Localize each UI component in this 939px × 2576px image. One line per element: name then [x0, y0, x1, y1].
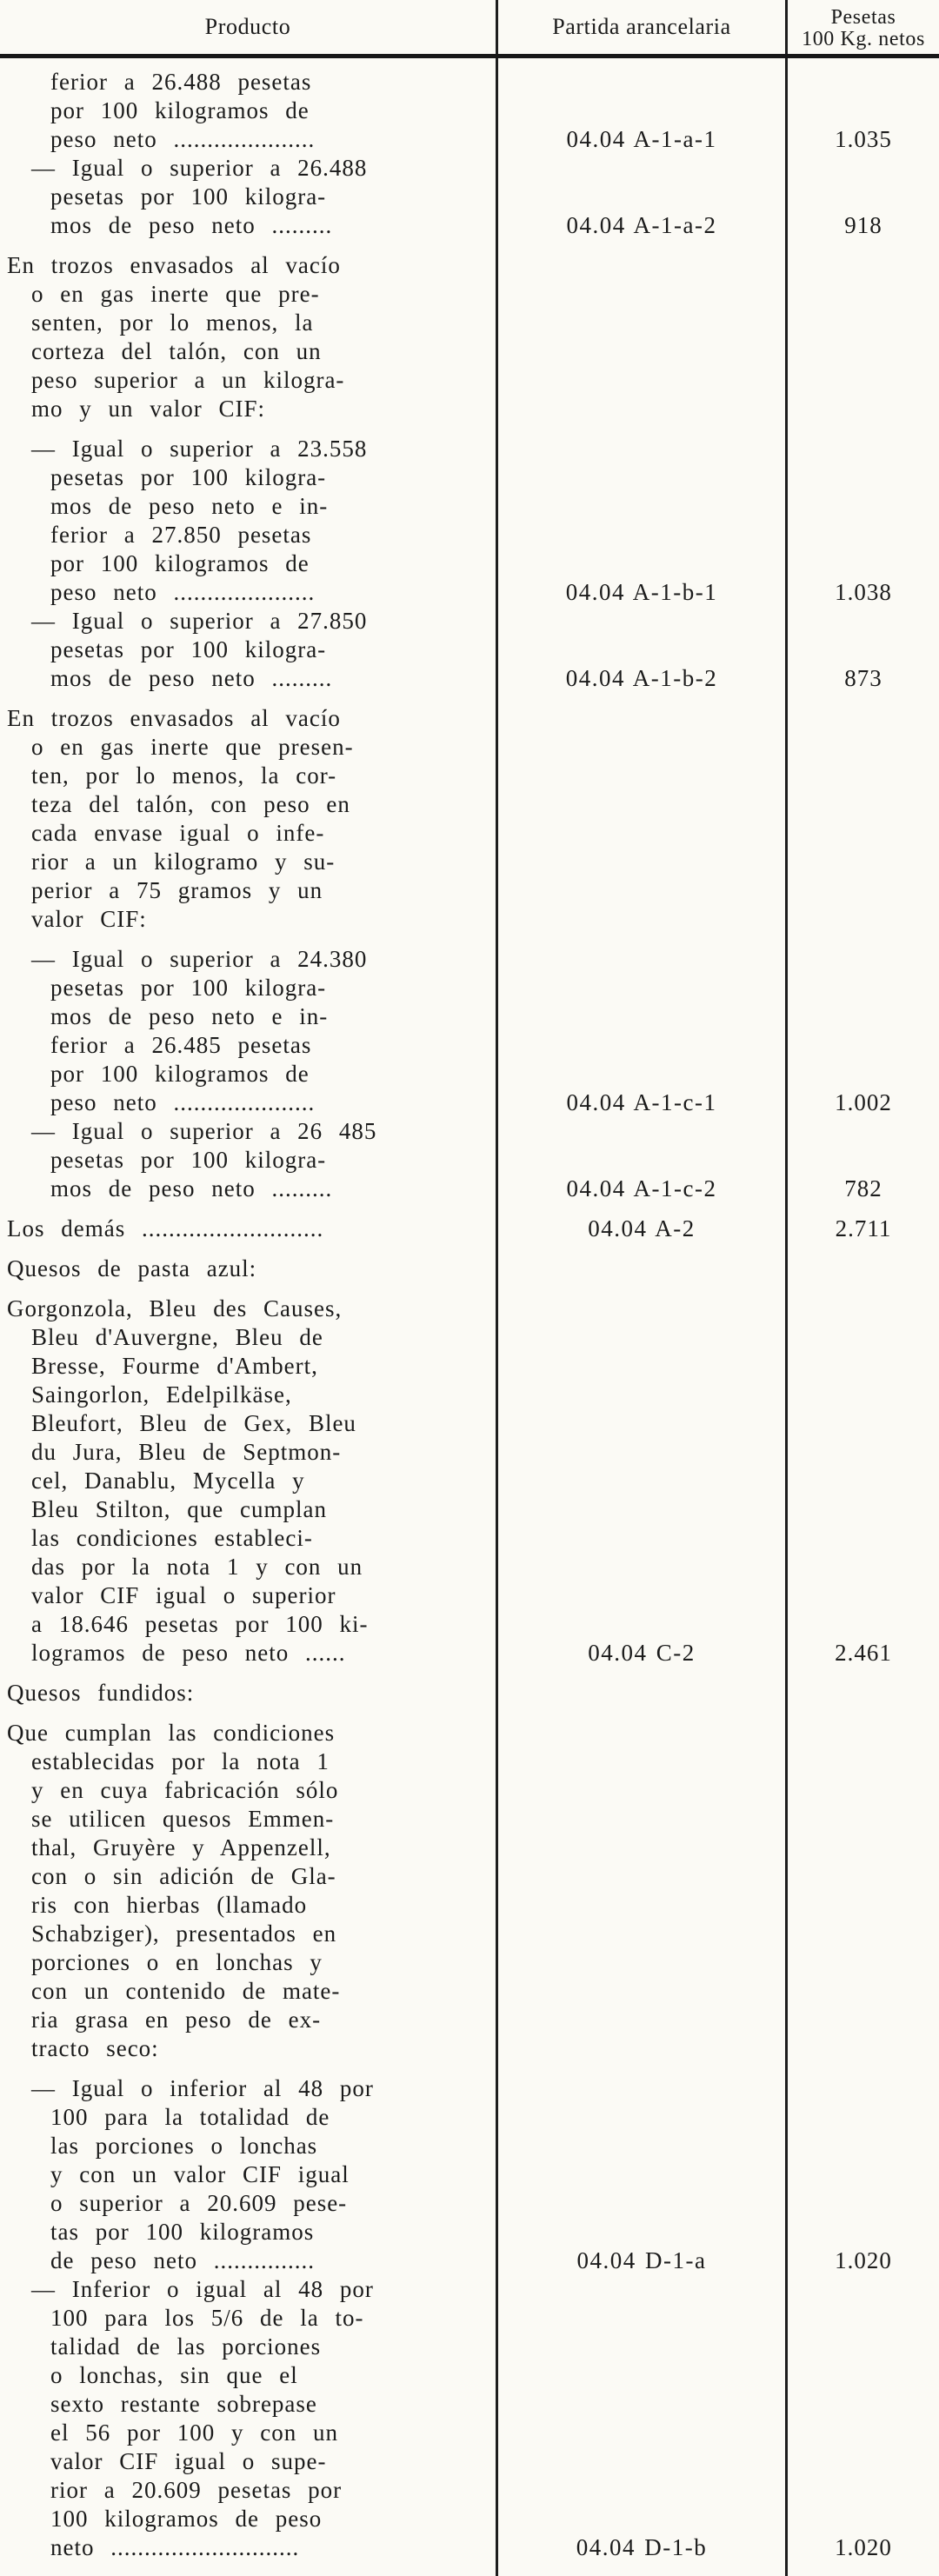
product-text: senten, por lo menos, la — [31, 310, 314, 336]
product-block — [0, 1295, 939, 1667]
product-text: — Igual o superior a 24.380 — [31, 946, 368, 972]
table-line — [0, 337, 939, 366]
table-line — [0, 1088, 939, 1117]
product-text: Gorgonzola, Bleu des Causes, — [7, 1295, 343, 1321]
table-line — [0, 2533, 939, 2562]
table-line — [0, 733, 939, 762]
product-text: se utilicen quesos Emmen- — [31, 1806, 335, 1832]
product-text: peso superior a un kilogra- — [31, 367, 345, 393]
product-text: Bresse, Fourme d'Ambert, — [31, 1353, 318, 1379]
partida-arancelaria-value: 04.04 A-1-a-2 — [566, 212, 717, 238]
table-line — [0, 704, 939, 733]
table-line — [0, 251, 939, 280]
table-line — [0, 1805, 939, 1834]
table-line — [0, 2447, 939, 2476]
product-block — [0, 2074, 939, 2562]
product-text: Que cumplan las condiciones — [7, 1720, 336, 1746]
table-line — [0, 1031, 939, 1060]
table-line — [0, 395, 939, 423]
product-text: con un contenido de mate- — [31, 1978, 341, 2004]
product-text: En trozos envasados al vacío — [7, 705, 341, 731]
product-text: a 18.646 pesetas por 100 ki- — [31, 1611, 369, 1637]
table-line — [0, 578, 939, 607]
product-text: talidad de las porciones — [50, 2333, 322, 2360]
table-line — [0, 2034, 939, 2063]
table-line — [0, 945, 939, 974]
table-line — [0, 2419, 939, 2447]
header-pesetas-line2: 100 Kg. netos — [802, 28, 925, 50]
product-text: cel, Danablu, Mycella y — [31, 1468, 305, 1494]
header-partida-arancelaria: Partida arancelaria — [552, 14, 731, 39]
pesetas-value: 1.002 — [835, 1089, 892, 1115]
pesetas-value: 2.711 — [835, 1215, 892, 1241]
header-producto: Producto — [204, 14, 291, 39]
product-text: Saingorlon, Edelpilkäse, — [31, 1381, 292, 1408]
table-line — [0, 1948, 939, 1977]
product-text: pesetas por 100 kilogra- — [50, 183, 327, 210]
product-text: valor CIF: — [31, 906, 147, 932]
table-line — [0, 2304, 939, 2333]
product-text: cada envase igual o infe- — [31, 820, 325, 846]
product-text: por 100 kilogramos de — [50, 1061, 310, 1087]
table-line — [0, 183, 939, 211]
table-line — [0, 1175, 939, 1203]
product-text: thal, Gruyère y Appenzell, — [31, 1834, 331, 1860]
product-block — [0, 251, 939, 423]
product-text: pesetas por 100 kilogra- — [50, 1147, 327, 1173]
table-line — [0, 1495, 939, 1524]
table-line — [0, 366, 939, 395]
table-line — [0, 1295, 939, 1323]
product-text: Quesos de pasta azul: — [7, 1255, 257, 1281]
pesetas-value: 1.020 — [835, 2247, 892, 2273]
table-line — [0, 1977, 939, 2006]
pesetas-value: 918 — [844, 212, 882, 238]
table-line — [0, 1323, 939, 1352]
product-text: — Inferior o igual al 48 por — [31, 2276, 374, 2302]
product-text: — Igual o superior a 23.558 — [31, 436, 368, 462]
product-text: Bleu Stilton, que cumplan — [31, 1496, 327, 1522]
table-line — [0, 1679, 939, 1707]
table-line — [0, 1524, 939, 1553]
table-line — [0, 154, 939, 183]
table-line — [0, 492, 939, 521]
product-block — [0, 1215, 939, 1243]
table-line — [0, 2390, 939, 2419]
table-header — [0, 0, 939, 54]
product-text: con o sin adición de Gla- — [31, 1863, 336, 1889]
partida-arancelaria-value: 04.04 A-1-a-1 — [566, 126, 717, 152]
product-text: el 56 por 100 y con un — [50, 2420, 338, 2446]
product-text: o en gas inerte que pre- — [31, 281, 320, 307]
table-line — [0, 2160, 939, 2189]
product-text: Bleu d'Auvergne, Bleu de — [31, 1324, 323, 1350]
product-text: mos de peso neto ......... — [50, 665, 333, 691]
partida-arancelaria-value: 04.04 A-1-b-2 — [565, 665, 718, 691]
product-text: valor CIF igual o supe- — [50, 2448, 327, 2474]
table-line — [0, 1352, 939, 1381]
product-text: o en gas inerte que presen- — [31, 734, 354, 760]
product-text: ten, por lo menos, la cor- — [31, 762, 337, 789]
table-line — [0, 1215, 939, 1243]
product-text: ferior a 27.850 pesetas — [50, 522, 312, 548]
product-text: 100 kilogramos de peso — [50, 2506, 323, 2532]
product-text: — Igual o inferior al 48 por — [31, 2075, 374, 2101]
product-block — [0, 945, 939, 1203]
product-text: o lonchas, sin que el — [50, 2362, 298, 2388]
product-text: o superior a 20.609 pese- — [50, 2190, 348, 2216]
partida-arancelaria-value: 04.04 A-2 — [588, 1215, 696, 1241]
table-line — [0, 1891, 939, 1920]
pesetas-value: 2.461 — [835, 1640, 892, 1666]
product-text: y en cuya fabricación sólo — [31, 1777, 339, 1803]
table-line — [0, 211, 939, 240]
product-text: das por la nota 1 y con un — [31, 1554, 363, 1580]
product-text: Bleufort, Bleu de Gex, Bleu — [31, 1410, 356, 1436]
table-line — [0, 1381, 939, 1409]
product-text: Los demás ........................... — [7, 1215, 324, 1241]
table-line — [0, 2132, 939, 2160]
product-text: rior a un kilogramo y su- — [31, 849, 336, 875]
table-body — [0, 68, 939, 2573]
pesetas-value: 873 — [844, 665, 882, 691]
table-line — [0, 521, 939, 549]
table-line — [0, 2189, 939, 2218]
product-text: establecidas por la nota 1 — [31, 1748, 330, 1774]
product-text: rior a 20.609 pesetas por — [50, 2477, 343, 2503]
table-line — [0, 790, 939, 819]
product-text: mos de peso neto ......... — [50, 1175, 333, 1201]
header-pesetas-line1: Pesetas — [830, 6, 896, 29]
product-text: de peso neto ............... — [50, 2247, 315, 2273]
table-line — [0, 1639, 939, 1667]
product-text: ferior a 26.488 pesetas — [50, 69, 312, 95]
product-text: corteza del talón, con un — [31, 338, 322, 364]
table-line — [0, 1002, 939, 1031]
product-text: mos de peso neto e in- — [50, 493, 329, 519]
table-line — [0, 876, 939, 905]
table-line — [0, 1862, 939, 1891]
product-text: — Igual o superior a 27.850 — [31, 608, 368, 634]
pesetas-value: 1.035 — [835, 126, 892, 152]
product-text: tracto seco: — [31, 2035, 159, 2061]
table-line — [0, 280, 939, 309]
pesetas-value: 1.038 — [835, 579, 892, 605]
product-text: du Jura, Bleu de Septmon- — [31, 1439, 342, 1465]
table-line — [0, 2074, 939, 2103]
product-text: mos de peso neto ......... — [50, 212, 333, 238]
table-line — [0, 2006, 939, 2034]
table-line — [0, 2275, 939, 2304]
product-text: por 100 kilogramos de — [50, 550, 310, 576]
table-line — [0, 1581, 939, 1610]
partida-arancelaria-value: 04.04 A-1-c-1 — [566, 1089, 717, 1115]
table-line — [0, 1409, 939, 1438]
product-text: En trozos envasados al vacío — [7, 252, 341, 278]
table-line — [0, 762, 939, 790]
table-line — [0, 2103, 939, 2132]
product-text: peso neto ..................... — [50, 579, 316, 605]
header-rule — [0, 54, 939, 58]
product-text: tas por 100 kilogramos — [50, 2219, 315, 2245]
product-text: peso neto ..................... — [50, 126, 316, 152]
product-text: porciones o en lonchas y — [31, 1949, 323, 1975]
table-line — [0, 1610, 939, 1639]
table-line — [0, 2218, 939, 2247]
table-line — [0, 1117, 939, 1146]
product-text: ria grasa en peso de ex- — [31, 2007, 322, 2033]
table-line — [0, 1747, 939, 1776]
product-text: — Igual o superior a 26 485 — [31, 1118, 377, 1144]
product-text: por 100 kilogramos de — [50, 97, 310, 123]
product-text: ris con hierbas (llamado — [31, 1892, 308, 1918]
product-text: valor CIF igual o superior — [31, 1582, 336, 1608]
table-line — [0, 2505, 939, 2533]
product-text: 100 para la totalidad de — [50, 2104, 330, 2130]
pesetas-value: 1.020 — [835, 2534, 892, 2560]
table-line — [0, 636, 939, 664]
table-line — [0, 549, 939, 578]
table-line — [0, 125, 939, 154]
product-block — [0, 1255, 939, 1283]
table-line — [0, 435, 939, 463]
table-line — [0, 1467, 939, 1495]
product-text: mo y un valor CIF: — [31, 396, 265, 422]
product-text: perior a 75 gramos y un — [31, 877, 323, 903]
table-line — [0, 1060, 939, 1088]
product-block — [0, 68, 939, 240]
product-text: pesetas por 100 kilogra- — [50, 975, 327, 1001]
table-line — [0, 1146, 939, 1175]
table-line — [0, 819, 939, 848]
table-line — [0, 463, 939, 492]
pesetas-value: 782 — [844, 1175, 882, 1201]
product-text: Schabziger), presentados en — [31, 1920, 337, 1947]
table-line — [0, 1834, 939, 1862]
product-text: 100 para los 5/6 de la to- — [50, 2305, 364, 2331]
product-text: peso neto ..................... — [50, 1089, 316, 1115]
table-line — [0, 68, 939, 97]
product-text: — Igual o superior a 26.488 — [31, 155, 368, 181]
table-line — [0, 1920, 939, 1948]
partida-arancelaria-value: 04.04 D-1-a — [576, 2247, 707, 2273]
product-block — [0, 704, 939, 934]
product-text: las porciones o lonchas — [50, 2133, 318, 2159]
table-line — [0, 2476, 939, 2505]
partida-arancelaria-value: 04.04 A-1-b-1 — [565, 579, 718, 605]
table-line — [0, 1438, 939, 1467]
product-text: neto ............................ — [50, 2534, 300, 2560]
table-line — [0, 1255, 939, 1283]
product-text: y con un valor CIF igual — [50, 2161, 350, 2187]
header-pesetas — [788, 7, 939, 50]
product-text: pesetas por 100 kilogra- — [50, 636, 327, 662]
product-block — [0, 435, 939, 693]
product-block — [0, 1679, 939, 1707]
table-line — [0, 974, 939, 1002]
product-text: las condiciones estableci- — [31, 1525, 313, 1551]
product-text: teza del talón, con peso en — [31, 791, 350, 817]
table-line — [0, 1776, 939, 1805]
partida-arancelaria-value: 04.04 A-1-c-2 — [566, 1175, 717, 1201]
product-text: logramos de peso neto ...... — [31, 1640, 346, 1666]
partida-arancelaria-value: 04.04 C-2 — [588, 1640, 696, 1666]
product-text: mos de peso neto e in- — [50, 1003, 329, 1029]
product-text: Quesos fundidos: — [7, 1680, 195, 1706]
table-line — [0, 2361, 939, 2390]
product-text: sexto restante sobrepase — [50, 2391, 317, 2417]
table-line — [0, 848, 939, 876]
table-line — [0, 2247, 939, 2275]
table-line — [0, 905, 939, 934]
table-line — [0, 664, 939, 693]
product-text: pesetas por 100 kilogra- — [50, 464, 327, 490]
product-text: ferior a 26.485 pesetas — [50, 1032, 312, 1058]
table-line — [0, 1719, 939, 1747]
table-line — [0, 607, 939, 636]
table-line — [0, 2333, 939, 2361]
table-line — [0, 1553, 939, 1581]
table-line — [0, 309, 939, 337]
table-line — [0, 97, 939, 125]
partida-arancelaria-value: 04.04 D-1-b — [576, 2534, 708, 2560]
product-block — [0, 1719, 939, 2063]
